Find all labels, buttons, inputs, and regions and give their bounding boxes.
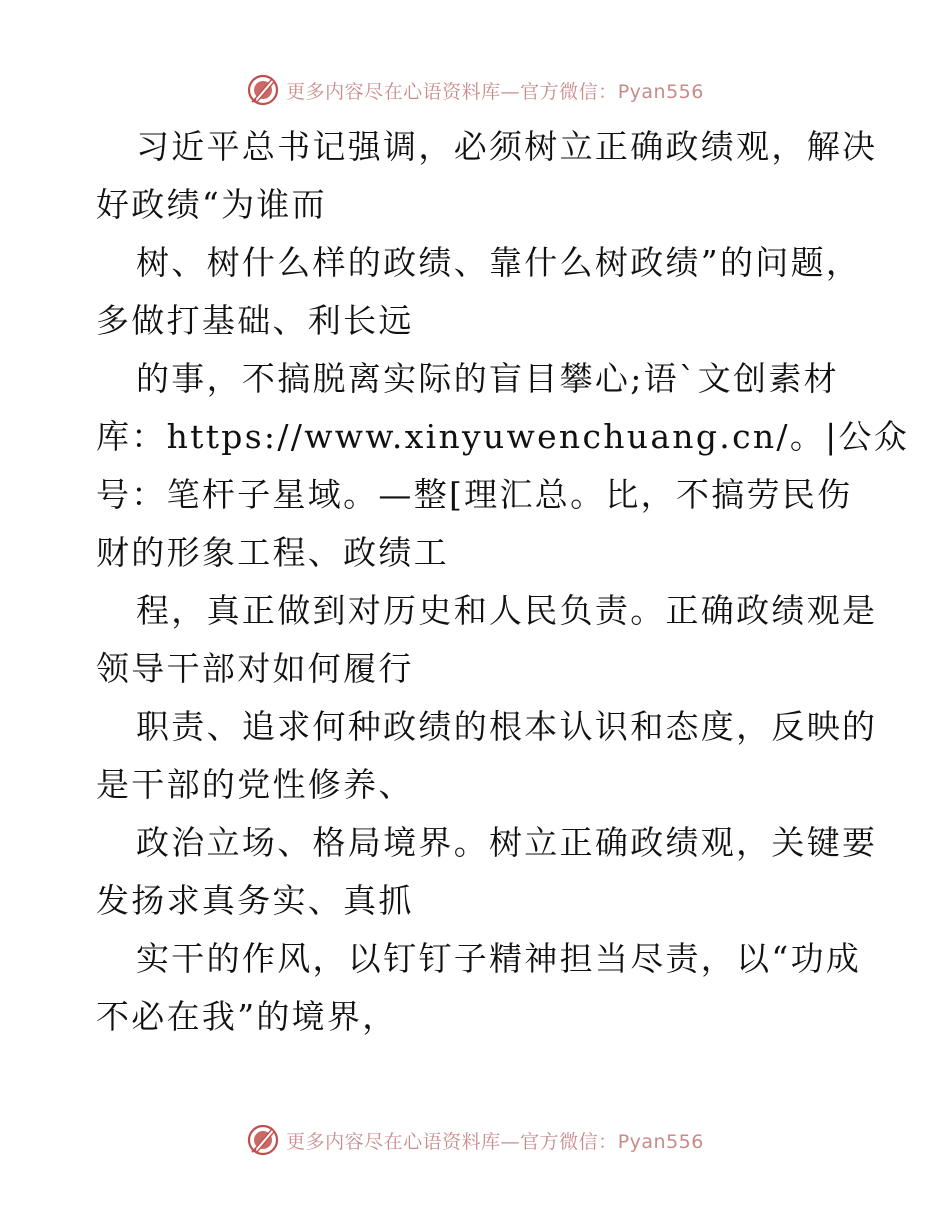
body-line-16: 不必在我”的境界， — [96, 997, 398, 1036]
body-line-6: 库：https://www.xinyuwenchuang.cn/。|公众 — [96, 417, 910, 456]
body-line-14: 发扬求真务实、真抓 — [96, 881, 414, 920]
page-footer-banner — [0, 1120, 950, 1160]
header-banner-separator: — — [500, 80, 521, 103]
quill-logo-icon — [246, 1123, 280, 1157]
footer-wechat-id: Pyan556 — [617, 1130, 704, 1153]
body-line-7: 号：笔杆子星域。—整[理汇总。比，不搞劳民伤 — [96, 475, 853, 514]
body-line-5: 的事，不搞脱离实际的盲目攀心;语`文创素材 — [136, 359, 839, 398]
body-line-13: 政治立场、格局境界。树立正确政绩观，关键要 — [136, 823, 878, 862]
body-line-1: 习近平总书记强调，必须树立正确政绩观，解决 — [136, 127, 878, 166]
body-line-8: 财的形象工程、政绩工 — [96, 533, 449, 572]
header-banner-group — [246, 73, 704, 107]
page-header-banner — [0, 70, 950, 110]
body-line-4: 多做打基础、利长远 — [96, 301, 414, 340]
body-line-2: 好政绩“为谁而 — [96, 185, 327, 224]
body-line-12: 是干部的党性修养、 — [96, 765, 414, 804]
body-line-10: 领导干部对如何履行 — [96, 649, 414, 688]
footer-banner-separator: — — [500, 1130, 521, 1153]
header-wechat-label: 官方微信： — [520, 80, 618, 103]
footer-banner-group — [246, 1123, 704, 1157]
header-banner-text — [286, 77, 704, 104]
footer-banner-main: 更多内容尽在心语资料库 — [286, 1130, 501, 1153]
header-wechat-id: Pyan556 — [617, 80, 704, 103]
body-line-9: 程，真正做到对历史和人民负责。正确政绩观是 — [136, 591, 878, 630]
document-body — [96, 118, 910, 1046]
quill-logo-icon — [246, 73, 280, 107]
body-line-15: 实干的作风，以钉钉子精神担当尽责，以“功成 — [136, 939, 862, 978]
footer-banner-text — [286, 1127, 704, 1154]
body-line-11: 职责、追求何种政绩的根本认识和态度，反映的 — [136, 707, 878, 746]
body-line-3: 树、树什么样的政绩、靠什么树政绩”的问题， — [136, 243, 862, 282]
header-banner-main: 更多内容尽在心语资料库 — [286, 80, 501, 103]
footer-wechat-label: 官方微信： — [520, 1130, 618, 1153]
